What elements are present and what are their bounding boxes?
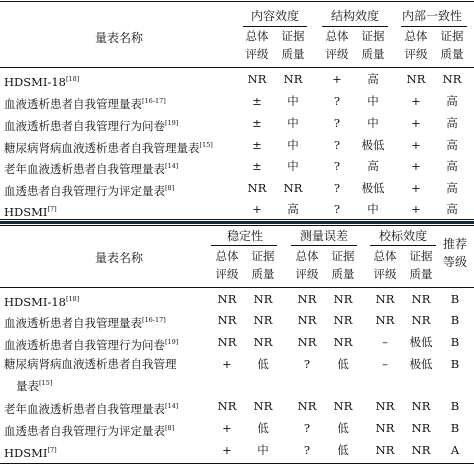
subheader: 总体 [373, 249, 397, 263]
table-cell: NR [411, 313, 431, 327]
subheader: 评级 [404, 47, 428, 61]
group-underline [211, 245, 277, 246]
subheader: 证据 [440, 29, 464, 43]
table-cell: ? [333, 159, 341, 173]
table-cell: 中 [367, 94, 379, 108]
table-cell: 高 [446, 94, 458, 108]
subheader: 总体 [245, 29, 269, 43]
table-cell: 高 [446, 116, 458, 130]
subheader: 质量 [251, 267, 275, 281]
table-cell: 高 [446, 202, 458, 216]
section-divider [0, 221, 474, 224]
table-cell-grade: B [450, 421, 460, 435]
bottom-rule [0, 219, 474, 220]
rec-header: 推荐 [442, 237, 468, 251]
table-cell: 极低 [409, 335, 433, 349]
table-cell: NR [253, 399, 273, 413]
table-cell: ? [333, 202, 341, 216]
table-cell: ± [252, 138, 262, 152]
table-cell: – [382, 335, 388, 349]
table-cell: 低 [257, 421, 269, 435]
group-header-stability: 稳定性 [226, 229, 264, 243]
table-row-name: HDSMI-18[18] [4, 295, 80, 309]
table-cell: NR [297, 335, 317, 349]
table-cell: + [222, 443, 232, 457]
table-cell: NR [333, 292, 353, 306]
header-rule [0, 287, 474, 288]
table-cell: NR [411, 443, 431, 457]
table-cell: NR [333, 335, 353, 349]
table-cell: NR [283, 72, 303, 86]
table-cell: 极低 [361, 138, 385, 152]
table-row-name: 糖尿病肾病血液透析患者自我管理量表[15] [4, 141, 213, 155]
table-cell: 中 [367, 202, 379, 216]
table-cell: + [411, 181, 421, 195]
table-row-name: 老年血液透析患者自我管理量表[14] [4, 162, 179, 176]
table-cell: NR [247, 72, 267, 86]
table-cell: 中 [257, 443, 269, 457]
table-cell: 高 [446, 138, 458, 152]
table-cell-grade: B [450, 292, 460, 306]
table-cell: – [382, 357, 388, 371]
table-cell: 低 [257, 357, 269, 371]
table-cell: NR [253, 335, 273, 349]
table-row-name: 血液透析患者自我管理量表[16-17] [4, 97, 166, 111]
table-cell: 低 [337, 421, 349, 435]
subheader: 评级 [215, 267, 239, 281]
subheader: 证据 [361, 29, 385, 43]
group-header-criterion-validity: 校标效度 [378, 229, 428, 243]
scale-name-header: 量表名称 [94, 251, 144, 265]
group-underline [243, 26, 307, 27]
table-cell: 中 [287, 138, 299, 152]
table-cell: ± [252, 159, 262, 173]
table-cell: NR [253, 292, 273, 306]
table-cell: NR [375, 443, 395, 457]
table-row-name: 血液透析患者自我管理量表[16-17] [4, 316, 166, 330]
table-cell: ± [252, 94, 262, 108]
table-cell: NR [411, 292, 431, 306]
table-cell: NR [247, 181, 267, 195]
table-cell: + [411, 94, 421, 108]
subheader: 总体 [215, 249, 239, 263]
table-cell-grade: B [450, 335, 460, 349]
table-cell: 极低 [409, 357, 433, 371]
subheader: 证据 [281, 29, 305, 43]
table-cell: + [411, 202, 421, 216]
table-cell: NR [411, 421, 431, 435]
table-cell: NR [375, 292, 395, 306]
table-cell: + [332, 72, 342, 86]
table-cell: NR [253, 313, 273, 327]
table-cell: + [411, 159, 421, 173]
table-cell: NR [406, 72, 426, 86]
table-cell: 高 [446, 159, 458, 173]
table-cell: NR [217, 313, 237, 327]
table-cell: NR [217, 292, 237, 306]
subheader: 证据 [331, 249, 355, 263]
table-cell: NR [217, 399, 237, 413]
table-row-name: 血液透析患者自我管理行为问卷[19] [4, 338, 179, 352]
subheader: 证据 [409, 249, 433, 263]
subheader: 评级 [373, 267, 397, 281]
table-cell-grade: B [450, 399, 460, 413]
table-cell-grade: B [450, 313, 460, 327]
group-header-measurement-error: 测量误差 [299, 229, 349, 243]
table-cell: ? [333, 138, 341, 152]
group-header-content-validity: 内容效度 [250, 9, 300, 23]
table-cell: ? [333, 94, 341, 108]
group-header-structural-validity: 结构效度 [330, 9, 380, 23]
header-rule [0, 67, 474, 68]
table-cell: 高 [287, 202, 299, 216]
table-cell: 高 [367, 72, 379, 86]
table-cell: 高 [367, 159, 379, 173]
group-underline [322, 26, 388, 27]
subheader: 质量 [361, 47, 385, 61]
table-cell: 低 [337, 443, 349, 457]
group-underline [291, 245, 357, 246]
group-underline [370, 245, 436, 246]
table-cell-grade: A [450, 443, 460, 457]
table-cell: 中 [287, 159, 299, 173]
table-cell: NR [297, 313, 317, 327]
table-cell-grade: B [450, 357, 460, 371]
table-row-name: 老年血液透析患者自我管理量表[14] [4, 402, 179, 416]
subheader: 证据 [251, 249, 275, 263]
subheader: 质量 [440, 47, 464, 61]
subheader: 总体 [295, 249, 319, 263]
subheader: 评级 [295, 267, 319, 281]
table-cell: NR [217, 335, 237, 349]
table-row-name: 血透患者自我管理行为评定量表[8] [4, 184, 175, 198]
table-row-name: 糖尿病肾病血液透析患者自我管理 [4, 357, 177, 371]
table-row-name: 血液透析患者自我管理行为问卷[19] [4, 119, 179, 133]
table-row-name: 血透患者自我管理行为评定量表[8] [4, 424, 175, 438]
table-cell: + [252, 202, 262, 216]
table-cell: NR [375, 399, 395, 413]
table-cell: 高 [446, 181, 458, 195]
table-cell: NR [411, 399, 431, 413]
table-cell: 低 [337, 357, 349, 371]
scale-name-header: 量表名称 [94, 31, 144, 45]
subheader: 评级 [245, 47, 269, 61]
table-cell: ? [303, 443, 311, 457]
table-cell: NR [283, 181, 303, 195]
bottom-rule [0, 463, 474, 464]
subheader: 质量 [281, 47, 305, 61]
subheader: 评级 [325, 47, 349, 61]
table-cell: + [411, 116, 421, 130]
table-cell: NR [375, 421, 395, 435]
table-cell: NR [333, 399, 353, 413]
table-cell: 极低 [361, 181, 385, 195]
rec-header: 等级 [442, 255, 468, 269]
table-cell: ? [333, 116, 341, 130]
subheader: 总体 [325, 29, 349, 43]
table-row-name: HDSMI-18[18] [4, 75, 80, 89]
group-underline [401, 26, 467, 27]
table-cell: + [222, 357, 232, 371]
table-cell: 中 [287, 116, 299, 130]
subheader: 质量 [409, 267, 433, 281]
table-cell: NR [442, 72, 462, 86]
table-cell: + [411, 138, 421, 152]
subheader: 质量 [331, 267, 355, 281]
table-cell: NR [375, 313, 395, 327]
table-cell: 中 [367, 116, 379, 130]
table-cell: + [222, 421, 232, 435]
subheader: 总体 [404, 29, 428, 43]
table-row-name: HDSMI[7] [4, 446, 57, 460]
table-cell: ± [252, 116, 262, 130]
group-header-internal-consistency: 内部一致性 [401, 9, 463, 23]
table-row-name: HDSMI[7] [4, 205, 57, 219]
table-cell: NR [297, 399, 317, 413]
top-rule [0, 225, 474, 226]
table-cell: ? [333, 181, 341, 195]
table-cell: ? [303, 357, 311, 371]
table-cell: ? [303, 421, 311, 435]
table-cell: 中 [287, 94, 299, 108]
table-row-name-cont: 量表[15] [16, 379, 53, 393]
top-rule [0, 1, 474, 2]
table-cell: NR [333, 313, 353, 327]
table-cell: NR [297, 292, 317, 306]
